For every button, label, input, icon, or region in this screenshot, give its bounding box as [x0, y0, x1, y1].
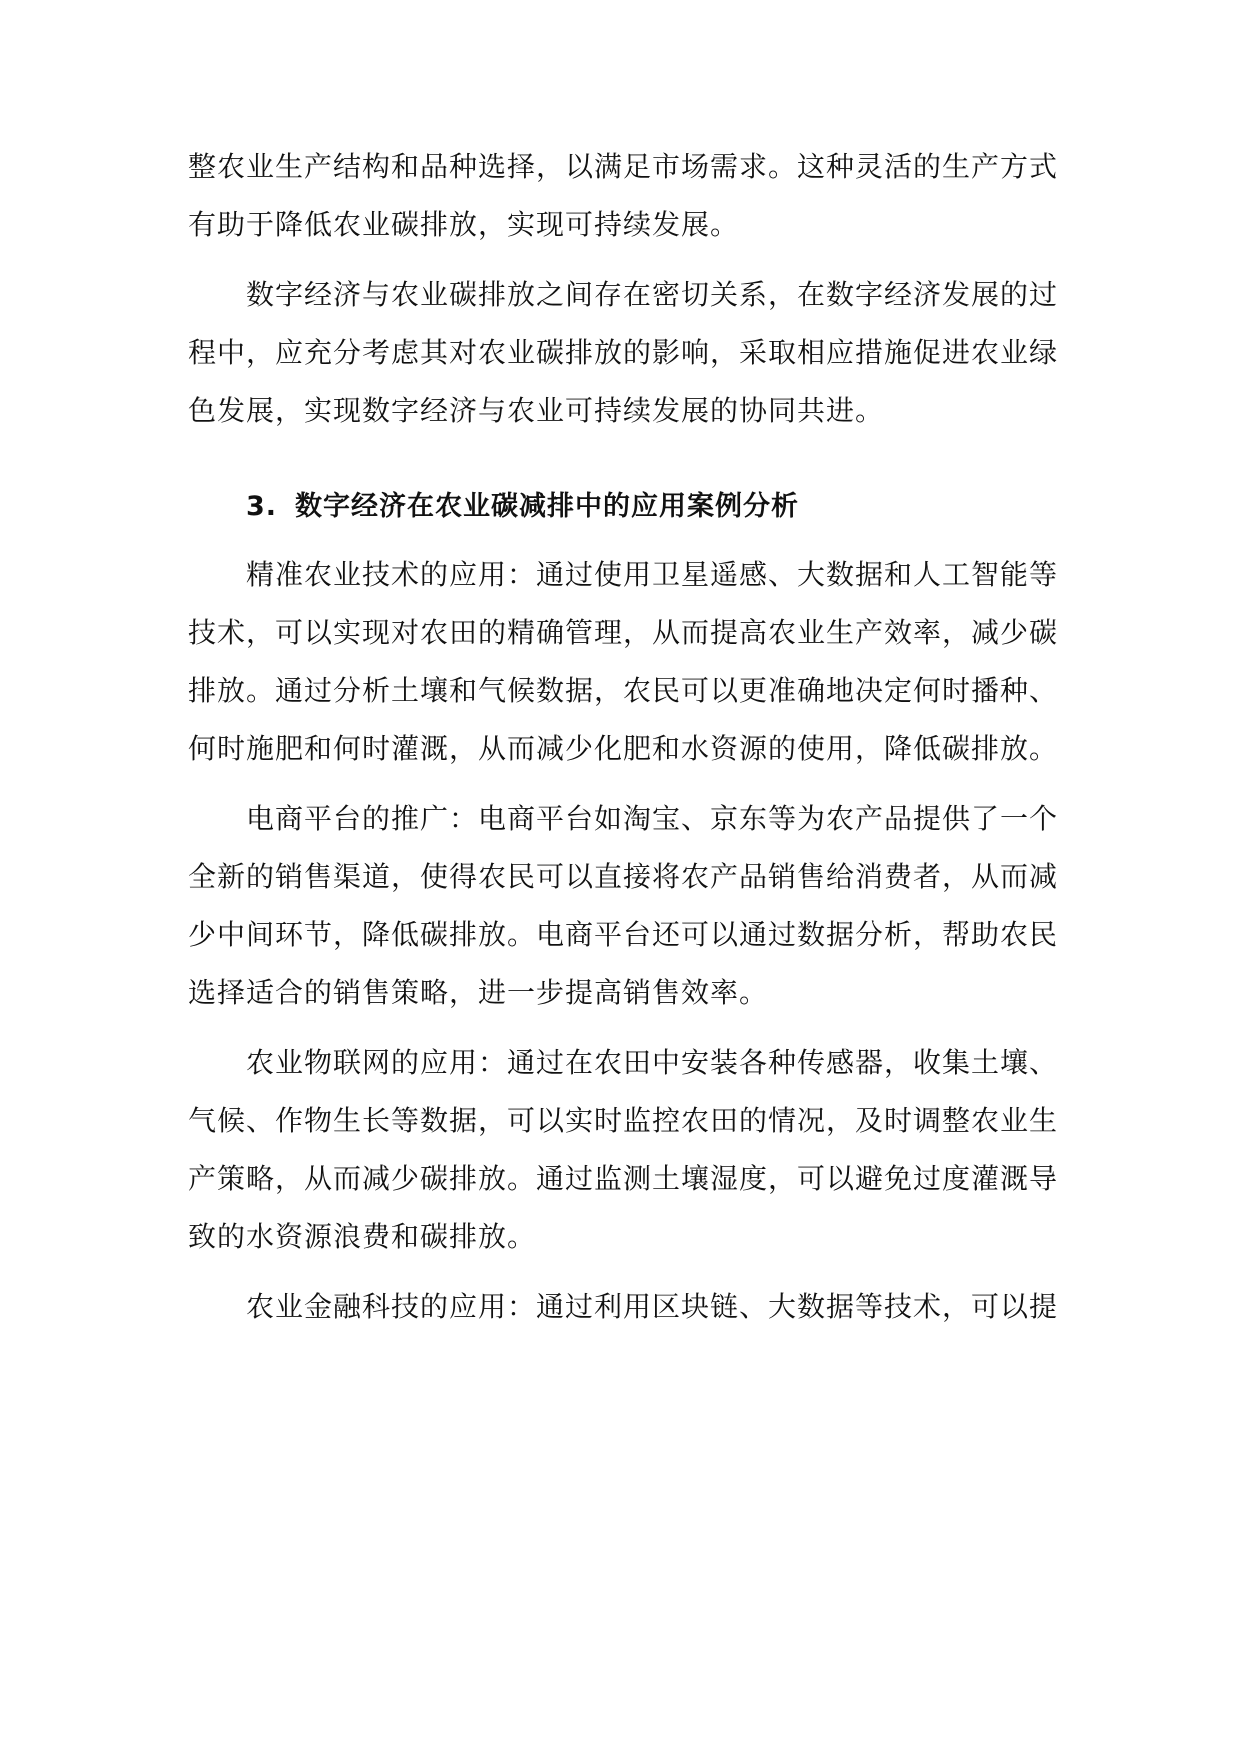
section-title: 数字经济在农业碳减排中的应用案例分析 — [295, 491, 800, 522]
paragraph-agricultural-iot: 农业物联网的应用：通过在农田中安装各种传感器，收集土壤、气候、作物生长等数据，可以实时监控农田的情况，及时调整农业生产策略，从而减少碳排放。通过监测土壤湿度，可以避免过度灌溉导致的水资源浪费和碳排放。 — [188, 1046, 1059, 1253]
paragraph-continued: 整农业生产结构和品种选择，以满足市场需求。这种灵活的生产方式有助于降低农业碳排放，实现可持续发展。 — [188, 150, 1059, 241]
section-number: 3. — [246, 491, 278, 522]
paragraph-ecommerce-platform: 电商平台的推广：电商平台如淘宝、京东等为农产品提供了一个全新的销售渠道，使得农民可以直接将农产品销售给消费者，从而减少中间环节，降低碳排放。电商平台还可以通过数据分析，帮助农民选择适合的销售策略，进一步提高销售效率。 — [188, 802, 1059, 1009]
document-body — [188, 138, 1058, 1336]
paragraph-agricultural-fintech: 农业金融科技的应用：通过利用区块链、大数据等技术，可以提 — [246, 1290, 1059, 1323]
paragraph-digital-economy-relationship: 数字经济与农业碳排放之间存在密切关系，在数字经济发展的过程中，应充分考虑其对农业碳排放的影响，采取相应措施促进农业绿色发展，实现数字经济与农业可持续发展的协同共进。 — [188, 278, 1059, 427]
paragraph-precision-agriculture: 精准农业技术的应用：通过使用卫星遥感、大数据和人工智能等技术，可以实现对农田的精确管理，从而提高农业生产效率，减少碳排放。通过分析土壤和气候数据，农民可以更准确地决定何时播种、何时施肥和何时灌溉，从而减少化肥和水资源的使用，降低碳排放。 — [188, 558, 1059, 765]
section-heading — [188, 478, 1058, 536]
